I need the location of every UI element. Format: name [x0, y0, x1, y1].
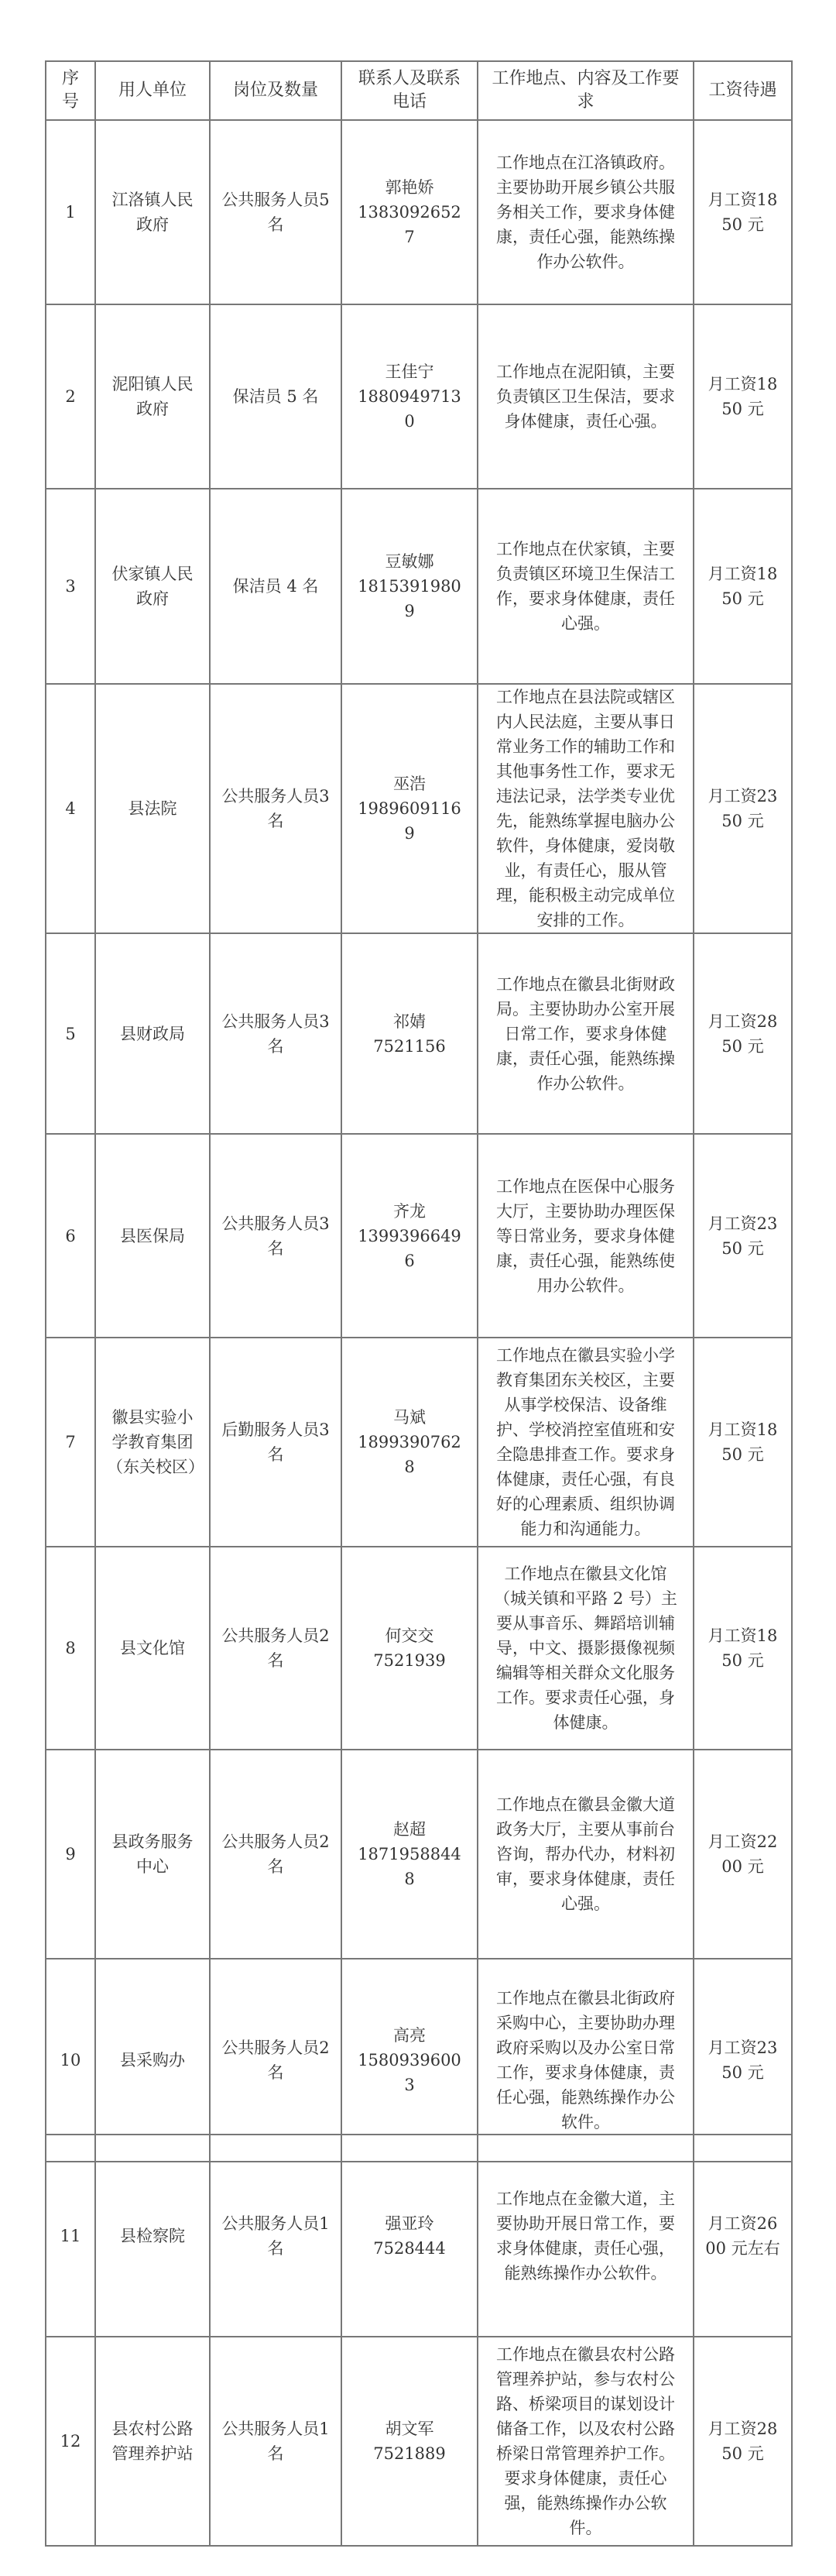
cell-unit-text: 县农村公路管理养护站	[111, 2420, 194, 2463]
cell-work-text: 工作地点在县法院或辖区内人民法庭，主要从事日常业务工作的辅助工作和其他事务性工作，要求无违法记录，法学类专业优先，能熟练掌握电脑办公软件，身体健康，爱岗敬业，有责任心，服从管理，能积极主动完成单位安排的工作。	[496, 688, 675, 929]
cell-unit	[95, 1547, 210, 1750]
table-row	[46, 120, 792, 304]
cell-contact	[341, 684, 478, 933]
cell-no-text: 10	[60, 2051, 81, 2069]
contact-name: 高亮	[393, 2026, 426, 2045]
cell-no	[46, 2337, 95, 2546]
cell-unit-text: 县医保局	[120, 1226, 185, 1245]
cell-work-text: 工作地点在医保中心服务大厅，主要协助办理医保等日常业务，要求身体健康，责任心强，能熟练使用办公软件。	[496, 1176, 675, 1295]
cell-unit	[95, 120, 210, 304]
cell-salary	[694, 1134, 792, 1338]
cell-unit-text: 县政务服务中心	[111, 1832, 194, 1876]
contact-phone: 18993907628	[358, 1433, 461, 1476]
table-section-1	[45, 60, 791, 1135]
contact-name: 何交交	[385, 1626, 434, 1645]
header-row	[46, 61, 792, 120]
cell-work-text: 工作地点在徽县农村公路管理养护站，参与农村公路、桥梁项目的谋划设计储备工作，以及农村公路桥梁日常管理养护工作。要求身体健康，责任心强，能熟练操作办公软件。	[496, 2345, 675, 2537]
cell-work	[478, 1134, 694, 1338]
cell-work	[478, 304, 694, 489]
cell-contact	[341, 1338, 478, 1547]
cell-contact	[341, 2135, 478, 2337]
cell-work	[478, 684, 694, 933]
cell-no-text: 6	[65, 1226, 76, 1245]
cell-position	[210, 1750, 341, 1959]
cell-salary-text: 月工资2350 元	[708, 787, 778, 830]
table-row	[46, 684, 792, 933]
table-row	[46, 489, 792, 684]
cell-salary	[694, 2135, 792, 2337]
cell-position	[210, 1959, 341, 2162]
cell-position	[210, 2337, 341, 2546]
contact-name: 赵超	[393, 1820, 426, 1839]
cell-work-text: 工作地点在徽县文化馆（城关镇和平路 2 号）主要从事音乐、舞蹈培训辅导，中文、摄影摄像视频编辑等相关群众文化服务工作。要求责任心强，身体健康。	[494, 1564, 677, 1732]
cell-work	[478, 1547, 694, 1750]
cell-salary-text: 月工资2850 元	[708, 1012, 778, 1056]
cell-unit-text: 泥阳镇人民政府	[111, 375, 194, 418]
cell-salary-text: 月工资2600 元左右	[705, 2214, 780, 2258]
cell-unit	[95, 1134, 210, 1338]
cell-work	[478, 2337, 694, 2546]
contact-phone: 13993966496	[358, 1226, 461, 1270]
contact-name: 巫浩	[393, 775, 426, 793]
table-row	[46, 1338, 792, 1547]
cell-unit	[95, 2135, 210, 2337]
cell-work-text: 工作地点在徽县金徽大道政务大厅，主要从事前台咨询，帮办代办，材料初审，要求身体健康，责任心强。	[496, 1795, 675, 1913]
cell-contact	[341, 1134, 478, 1338]
contact-phone: 18719588448	[358, 1845, 461, 1888]
table-section-3	[45, 2134, 791, 2547]
cell-position	[210, 2135, 341, 2337]
table-row	[46, 2135, 792, 2337]
cell-work-text: 工作地点在江洛镇政府。主要协助开展乡镇公共服务相关工作，要求身体健康，责任心强，能熟练操作办公软件。	[496, 153, 675, 271]
cell-contact	[341, 933, 478, 1134]
cell-no-text: 9	[65, 1845, 76, 1863]
cell-no-text: 12	[60, 2432, 81, 2451]
cell-salary-text: 月工资1850 元	[708, 565, 778, 608]
contact-phone: 19896091169	[358, 799, 461, 843]
table-row	[46, 1134, 792, 1338]
header-no: 序号	[46, 61, 95, 120]
cell-unit-text: 县财政局	[120, 1024, 185, 1043]
cell-no	[46, 684, 95, 933]
cell-no	[46, 120, 95, 304]
header-unit: 用人单位	[95, 61, 210, 120]
cell-no	[46, 1338, 95, 1547]
cell-no-text: 4	[65, 799, 76, 818]
cell-work-text: 工作地点在金徽大道，主要协助开展日常工作，要求身体健康，责任心强，能熟练操作办公软件。	[496, 2189, 675, 2282]
cell-salary	[694, 489, 792, 684]
cell-position	[210, 1547, 341, 1750]
cell-unit-text: 伏家镇人民政府	[111, 565, 194, 608]
cell-position	[210, 120, 341, 304]
contact-name: 郭艳娇	[385, 178, 434, 197]
cell-position-text: 公共服务人员1名	[221, 2214, 330, 2258]
cell-unit	[95, 1338, 210, 1547]
cell-unit	[95, 1959, 210, 2162]
cell-no-text: 11	[60, 2226, 81, 2245]
cell-work-text: 工作地点在徽县北街财政局。主要协助办公室开展日常工作，要求身体健康，责任心强，能熟练操作办公软件。	[496, 974, 675, 1093]
cell-work	[478, 1338, 694, 1547]
cell-salary	[694, 304, 792, 489]
cell-unit	[95, 2337, 210, 2546]
cell-unit-text: 徽县实验小学教育集团（东关校区）	[107, 1408, 204, 1476]
contact-phone: 18153919809	[358, 577, 461, 620]
cell-position-text: 公共服务人员3名	[221, 1214, 330, 1258]
contact-phone: 7521939	[373, 1651, 446, 1670]
cell-work	[478, 2135, 694, 2337]
recruitment-table	[45, 60, 793, 1135]
header-position: 岗位及数量	[210, 61, 341, 120]
cell-no-text: 5	[65, 1024, 76, 1043]
table-row	[46, 1547, 792, 1750]
cell-position-text: 公共服务人员2名	[221, 1832, 330, 1876]
contact-name: 王佳宁	[385, 362, 434, 381]
cell-salary	[694, 1547, 792, 1750]
cell-work-text: 工作地点在伏家镇，主要负责镇区环境卫生保洁工作，要求身体健康，责任心强。	[496, 540, 675, 633]
cell-unit	[95, 1750, 210, 1959]
cell-contact	[341, 1547, 478, 1750]
cell-salary-text: 月工资2350 元	[708, 1214, 778, 1258]
contact-name: 强亚玲	[385, 2214, 434, 2233]
table-row	[46, 2337, 792, 2546]
cell-unit-text: 县采购办	[120, 2051, 185, 2069]
header-work: 工作地点、内容及工作要求	[478, 61, 694, 120]
table-row	[46, 933, 792, 1134]
cell-work	[478, 933, 694, 1134]
contact-name: 胡文军	[385, 2420, 434, 2438]
cell-no-text: 2	[65, 387, 76, 406]
cell-no-text: 3	[65, 577, 76, 596]
cell-position	[210, 684, 341, 933]
cell-contact	[341, 304, 478, 489]
cell-no	[46, 1959, 95, 2162]
header-contact: 联系人及联系电话	[341, 61, 478, 120]
cell-work	[478, 489, 694, 684]
cell-work	[478, 1750, 694, 1959]
cell-position-text: 后勤服务人员3名	[221, 1420, 330, 1464]
cell-salary	[694, 684, 792, 933]
cell-salary	[694, 1338, 792, 1547]
cell-position-text: 公共服务人员1名	[221, 2420, 330, 2463]
contact-phone: 13830926527	[358, 203, 461, 246]
cell-position-text: 公共服务人员3名	[221, 1012, 330, 1056]
table-row	[46, 1959, 792, 2162]
cell-unit	[95, 933, 210, 1134]
contact-phone: 18809497130	[358, 387, 461, 431]
cell-contact	[341, 120, 478, 304]
cell-salary-text: 月工资1850 元	[708, 375, 778, 418]
contact-phone: 7521889	[373, 2444, 446, 2463]
cell-no	[46, 933, 95, 1134]
cell-salary	[694, 933, 792, 1134]
cell-no-text: 8	[65, 1639, 76, 1657]
cell-position	[210, 933, 341, 1134]
cell-no	[46, 304, 95, 489]
cell-contact	[341, 489, 478, 684]
cell-no	[46, 1750, 95, 1959]
contact-name: 齐龙	[393, 1201, 426, 1221]
table-row	[46, 1750, 792, 1959]
contact-phone: 15809396003	[358, 2051, 461, 2094]
cell-salary-text: 月工资1850 元	[708, 1626, 778, 1670]
cell-work-text: 工作地点在徽县实验小学教育集团东关校区，主要从事学校保洁、设备维护、学校消控室值班和安全隐患排查工作。要求身体健康，责任心强，有良好的心理素质、组织协调能力和沟通能力。	[496, 1346, 675, 1538]
cell-salary-text: 月工资1850 元	[708, 191, 778, 234]
table-row	[46, 304, 792, 489]
cell-position-text: 公共服务人员2名	[221, 1626, 330, 1670]
cell-work	[478, 120, 694, 304]
cell-unit	[95, 304, 210, 489]
cell-unit	[95, 489, 210, 684]
contact-name: 马斌	[393, 1408, 426, 1427]
recruitment-table-cont	[45, 2134, 793, 2547]
cell-contact	[341, 2337, 478, 2546]
recruitment-table-cont	[45, 1133, 793, 2162]
cell-salary	[694, 1959, 792, 2162]
contact-name: 祁婧	[393, 1012, 426, 1031]
cell-no	[46, 1547, 95, 1750]
header-salary: 工资待遇	[694, 61, 792, 120]
cell-position	[210, 1134, 341, 1338]
cell-position-text: 公共服务人员5名	[221, 191, 330, 234]
cell-position	[210, 489, 341, 684]
contact-phone: 7528444	[373, 2238, 446, 2258]
table-section-2	[45, 1133, 791, 2162]
cell-no-text: 1	[65, 203, 76, 222]
contact-name: 豆敏娜	[385, 552, 434, 571]
cell-salary-text: 月工资2850 元	[708, 2420, 778, 2463]
cell-work-text: 工作地点在徽县北街政府采购中心，主要协助办理政府采购以及办公室日常工作，要求身体健康，责任心强，能熟练操作办公软件。	[496, 1989, 675, 2131]
cell-position	[210, 1338, 341, 1547]
contact-phone: 7521156	[373, 1036, 446, 1056]
cell-work-text: 工作地点在泥阳镇，主要负责镇区卫生保洁，要求身体健康，责任心强。	[496, 362, 675, 431]
cell-salary	[694, 1750, 792, 1959]
cell-salary	[694, 120, 792, 304]
cell-unit-text: 江洛镇人民政府	[111, 191, 194, 234]
cell-no	[46, 2135, 95, 2337]
cell-contact	[341, 1750, 478, 1959]
cell-no-text: 7	[65, 1433, 76, 1451]
cell-position-text: 公共服务人员3名	[221, 787, 330, 830]
cell-unit	[95, 684, 210, 933]
cell-no	[46, 489, 95, 684]
cell-salary-text: 月工资2350 元	[708, 2038, 778, 2082]
cell-unit-text: 县检察院	[120, 2226, 185, 2245]
cell-position-text: 保洁员 4 名	[232, 577, 319, 596]
cell-salary-text: 月工资2200 元	[708, 1832, 778, 1876]
cell-salary	[694, 2337, 792, 2546]
cell-unit-text: 县法院	[128, 799, 177, 818]
cell-position-text: 保洁员 5 名	[232, 387, 319, 406]
cell-no	[46, 1134, 95, 1338]
cell-position	[210, 304, 341, 489]
cell-contact	[341, 1959, 478, 2162]
cell-work	[478, 1959, 694, 2162]
cell-position-text: 公共服务人员2名	[221, 2038, 330, 2082]
cell-salary-text: 月工资1850 元	[708, 1420, 778, 1464]
cell-unit-text: 县文化馆	[120, 1639, 185, 1657]
